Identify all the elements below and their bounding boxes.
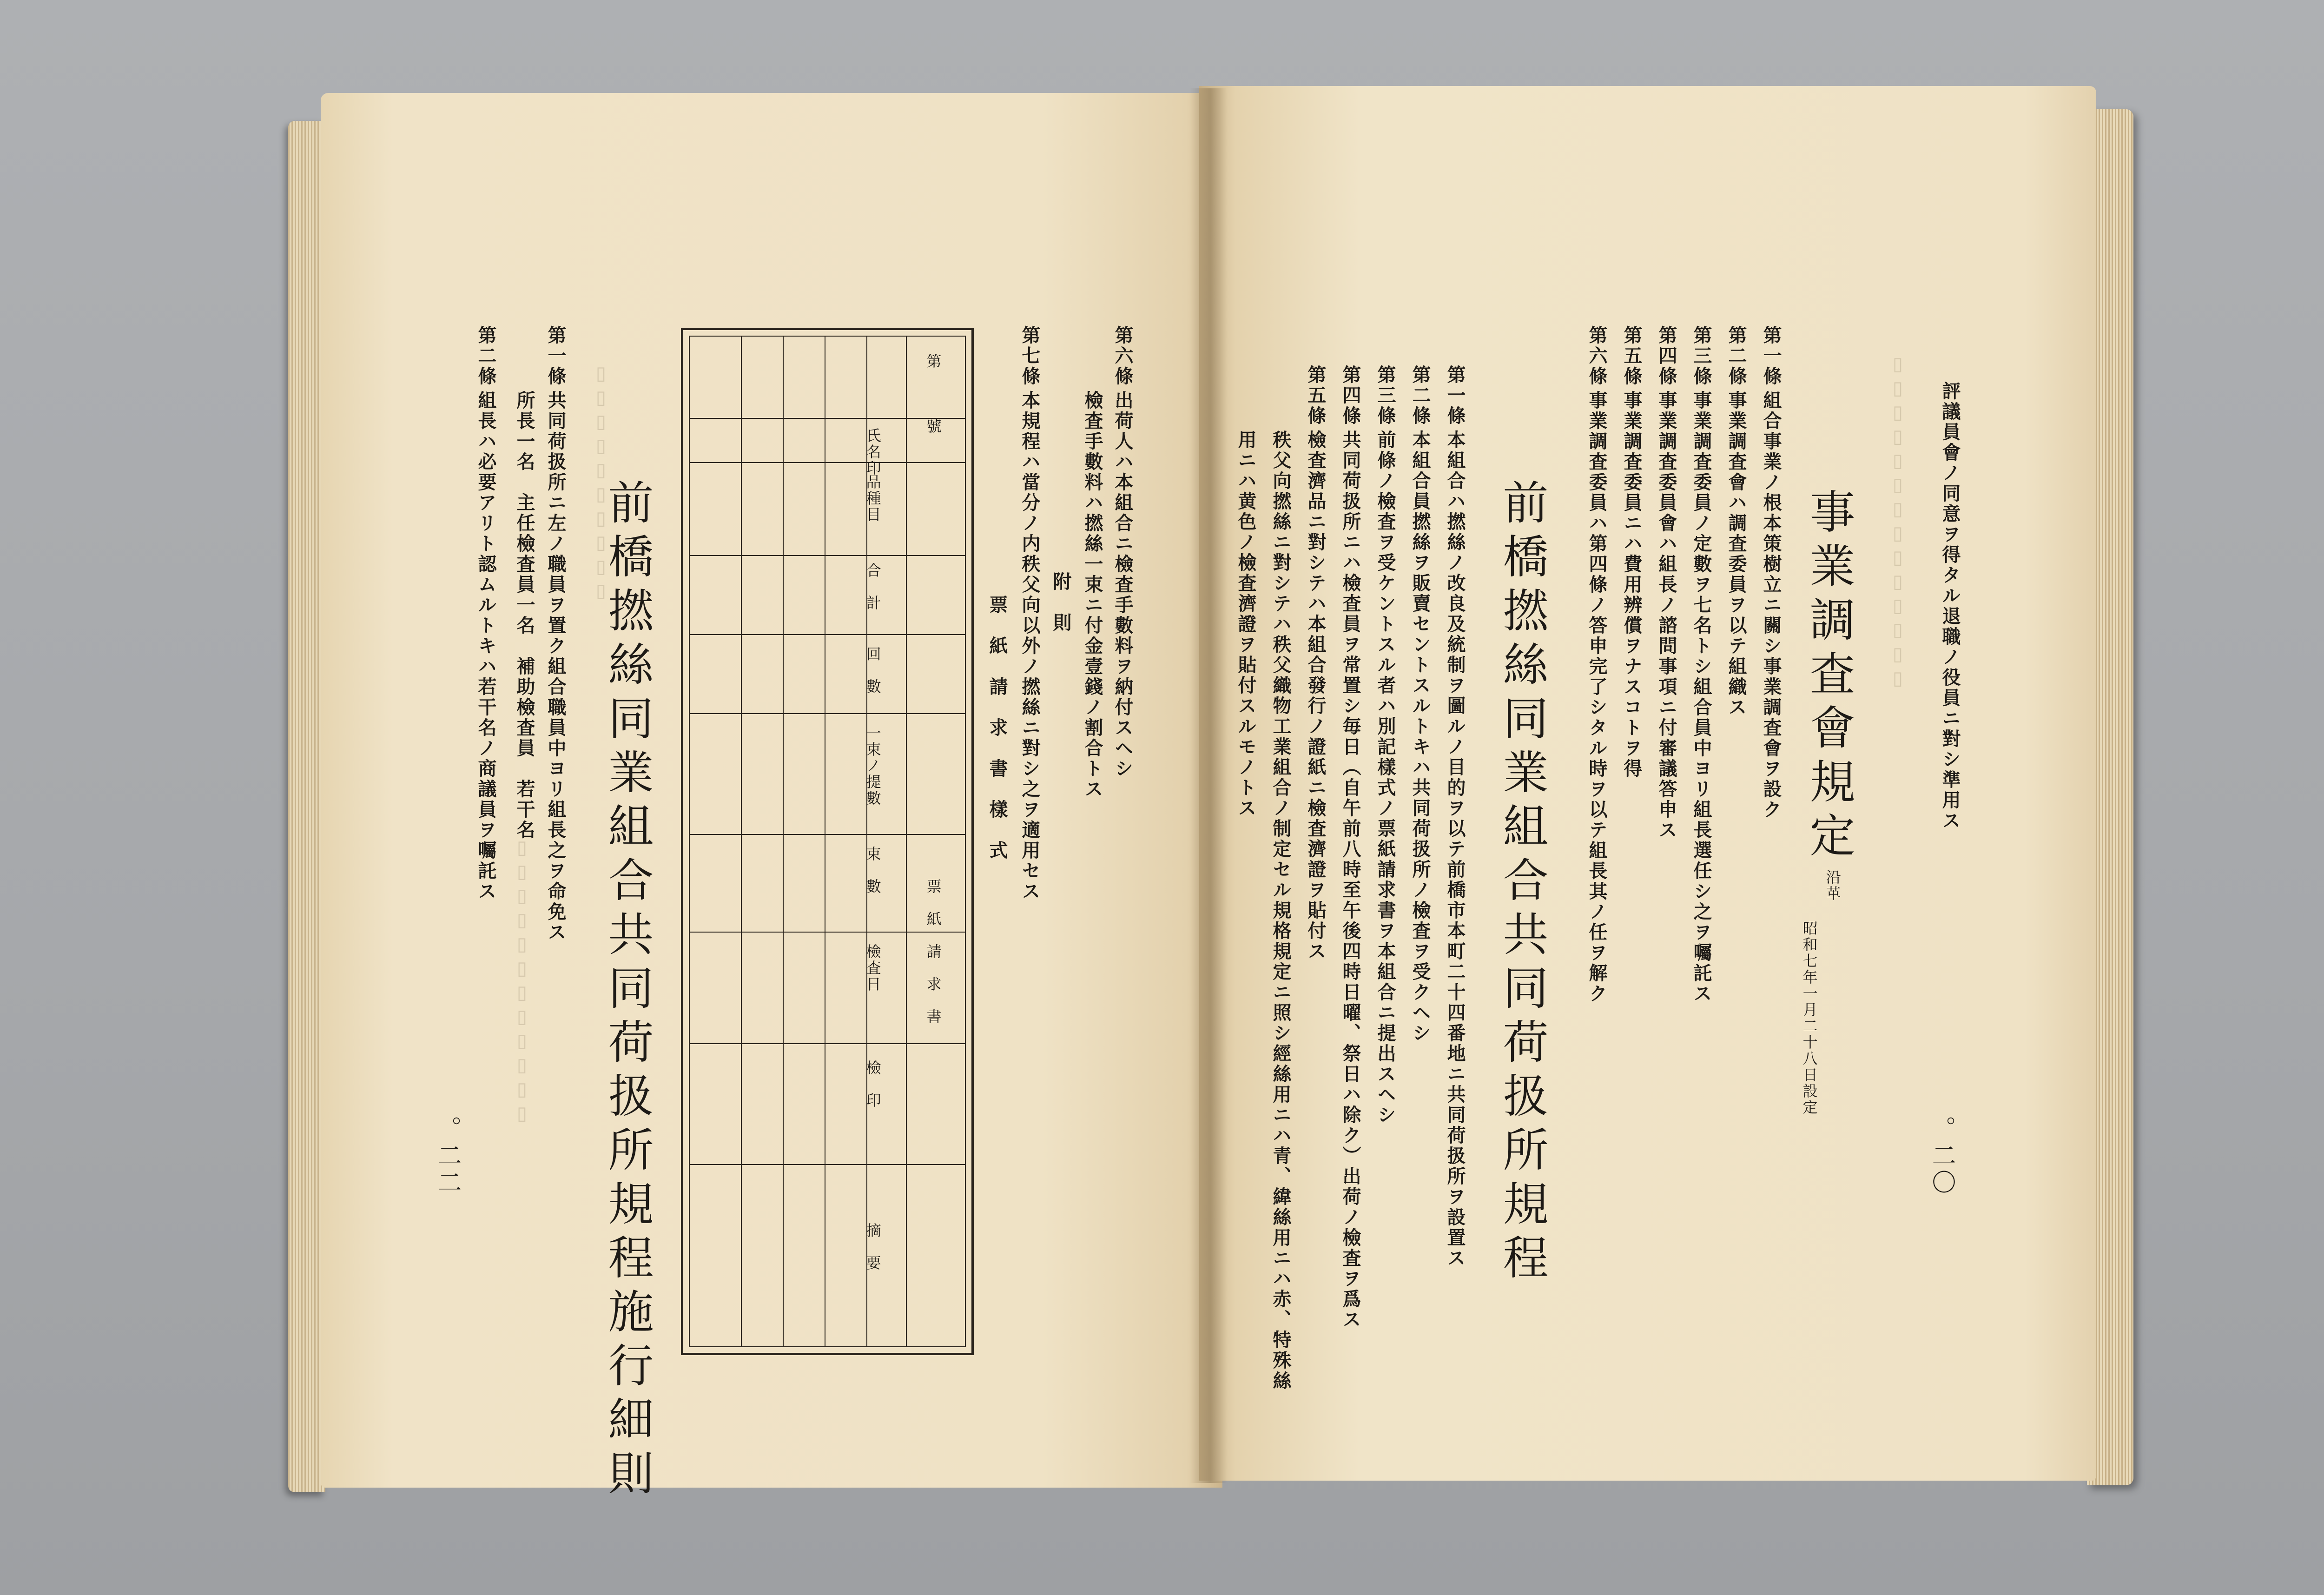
right-heading: 事業調査會規定 bbox=[1802, 488, 1855, 866]
r-art6-text: 事業調査委員ハ第四條ノ答申完了シタル時ヲ以テ組長其ノ任ヲ解ク bbox=[1586, 390, 1608, 1004]
form-header-title: 票 紙 請 求 書 bbox=[924, 879, 942, 1025]
r-art1-label: 第一條 bbox=[1760, 325, 1782, 387]
left-art1-text: 共同荷扱所ニ左ノ職員ヲ置ク組合職員中ヨリ組長之ヲ命免ス bbox=[545, 390, 567, 943]
right-page-number: 。二〇 bbox=[1928, 1116, 1955, 1197]
form-divider bbox=[690, 713, 965, 714]
request-form-table bbox=[681, 328, 974, 1355]
right-page bbox=[1199, 86, 2096, 1481]
art6-text: 出荷人ハ本組合ニ檢査手數料ヲ納付スヘシ bbox=[1112, 390, 1134, 779]
r2-art3-text: 前條ノ檢査ヲ受ケントスル者ハ別記樣式ノ票紙請求書ヲ本組合ニ提出スヘシ bbox=[1374, 430, 1396, 1125]
form-col-stamp: 氏名印 bbox=[864, 428, 882, 477]
bleed-through-text: ▯▯▯▯▯▯▯▯▯▯▯▯▯▯ bbox=[1887, 353, 1908, 692]
art7-text: 本規程ハ當分ノ内秩父向以外ノ撚絲ニ對シ之ヲ適用セス bbox=[1019, 390, 1041, 902]
r-art4-text: 事業調査委員會ハ組長ノ諮問事項ニ付審議答申ス bbox=[1656, 390, 1677, 841]
r-art3-text: 事業調査委員ノ定數ヲ七名トシ組合員中ヨリ組長選任シ之ヲ囑託ス bbox=[1690, 390, 1712, 1004]
r-art2-label: 第二條 bbox=[1725, 325, 1747, 387]
art6-label: 第六條 bbox=[1112, 325, 1134, 387]
book-gutter bbox=[1190, 88, 1227, 1483]
left-page-number: 。二二 bbox=[433, 1116, 461, 1197]
r-art1-text: 組合事業ノ根本策樹立ニ關シ事業調査會ヲ設ク bbox=[1760, 390, 1782, 820]
form-divider bbox=[690, 1164, 965, 1165]
art6-text-cont: 檢査手數料ハ撚絲一束ニ付金壹錢ノ割合トス bbox=[1082, 390, 1103, 800]
form-col-seal: 檢 印 bbox=[864, 1060, 882, 1109]
r-art3-label: 第三條 bbox=[1690, 325, 1712, 387]
r-art5-text: 事業調査委員ニハ費用辨償ヲナスコトヲ得 bbox=[1621, 390, 1643, 779]
left-art2-label: 第二條 bbox=[475, 325, 497, 387]
bleed-through-text: ▯▯▯▯▯▯▯▯▯▯▯▯ bbox=[511, 837, 533, 1127]
form-col-bundles: 一束ノ提數 bbox=[864, 725, 882, 807]
r2-art4-text: 共同荷扱所ニハ檢査員ヲ常置シ毎日（自午前八時至午後四時日曜、祭日ハ除ク）出荷ノ檢査ヲ爲ス bbox=[1340, 430, 1361, 1330]
r2-art4-label: 第四條 bbox=[1340, 365, 1361, 426]
left-heading: 前橋撚絲同業組合共同荷扱所規程施行細則 bbox=[601, 479, 654, 1503]
r2-art1-text: 本組合ハ撚絲ノ改良及統制ヲ圖ルノ目的ヲ以テ前橋市本町二十四番地ニ共同荷扱所ヲ設置ス bbox=[1444, 430, 1466, 1269]
left-art1-label: 第一條 bbox=[545, 325, 567, 387]
r2-art5-label: 第五條 bbox=[1305, 365, 1327, 426]
form-divider bbox=[690, 462, 965, 463]
r-art5-label: 第五條 bbox=[1621, 325, 1643, 387]
history-note-label: 沿革 bbox=[1823, 869, 1842, 902]
r2-art5-cont1: 秩父向撚絲ニ對シテハ秩父織物工業組合ノ制定セル規格規定ニ照シ經絲用ニハ青、緯絲用ニハ赤、特殊絲 bbox=[1270, 430, 1292, 1391]
right-heading-2: 前橋撚絲同業組合共同荷扱所規程 bbox=[1495, 479, 1548, 1288]
r-art2-text: 事業調査會ハ調査委員ヲ以テ組織ス bbox=[1725, 390, 1747, 718]
form-number: 第 號 bbox=[924, 353, 942, 435]
right-intro: 評議員會ノ同意ヲ得タル退職ノ役員ニ對シ準用ス bbox=[1939, 381, 1961, 831]
form-divider bbox=[690, 418, 965, 419]
form-divider bbox=[690, 555, 965, 556]
r2-art1-label: 第一條 bbox=[1444, 365, 1466, 426]
form-col-type: 品種目 bbox=[864, 474, 882, 523]
bleed-through-text: ▯▯▯▯▯▯▯▯▯▯ bbox=[590, 363, 612, 604]
r2-art2-text: 本組合員撚絲ヲ販賣セントスルトキハ共同荷扱所ノ檢査ヲ受クヘシ bbox=[1409, 430, 1431, 1044]
r2-art3-label: 第三條 bbox=[1374, 365, 1396, 426]
appendix-label: 附 則 bbox=[1050, 572, 1072, 633]
art7-label: 第七條 bbox=[1019, 325, 1041, 387]
r-art6-label: 第六條 bbox=[1586, 325, 1608, 387]
r-art4-label: 第四條 bbox=[1656, 325, 1677, 387]
form-divider bbox=[690, 834, 965, 835]
form-divider bbox=[690, 1043, 965, 1044]
form-title: 票 紙 請 求 書 樣 式 bbox=[986, 595, 1008, 861]
form-col-num: 束 數 bbox=[864, 846, 882, 895]
request-form-inner-border bbox=[689, 336, 966, 1347]
left-art2-text: 組長ハ必要アリト認ムルトキハ若干名ノ商議員ヲ囑託ス bbox=[475, 390, 497, 902]
form-divider bbox=[906, 337, 907, 1346]
form-col-remarks: 摘 要 bbox=[864, 1223, 882, 1271]
form-col-total: 合 計 bbox=[864, 563, 882, 611]
form-col-date: 檢査日 bbox=[864, 944, 882, 993]
form-divider bbox=[690, 932, 965, 933]
r2-art5-cont2: 用ニハ黄色ノ檢査濟證ヲ貼付スルモノトス bbox=[1235, 430, 1257, 819]
form-col-count: 回 數 bbox=[864, 646, 882, 695]
left-staff: 所長一名 主任檢査員一名 補助檢査員 若干名 bbox=[514, 390, 535, 841]
left-page-edges bbox=[288, 121, 325, 1492]
r2-art2-label: 第二條 bbox=[1409, 365, 1431, 426]
r2-art5-text: 檢査濟品ニ對シテハ本組合發行ノ證紙ニ檢査濟證ヲ貼付ス bbox=[1305, 430, 1327, 962]
form-divider bbox=[690, 634, 965, 635]
form-divider bbox=[741, 337, 742, 1346]
history-note-date: 昭和七年一月二十八日設定 bbox=[1800, 920, 1818, 1116]
form-divider bbox=[783, 337, 784, 1346]
